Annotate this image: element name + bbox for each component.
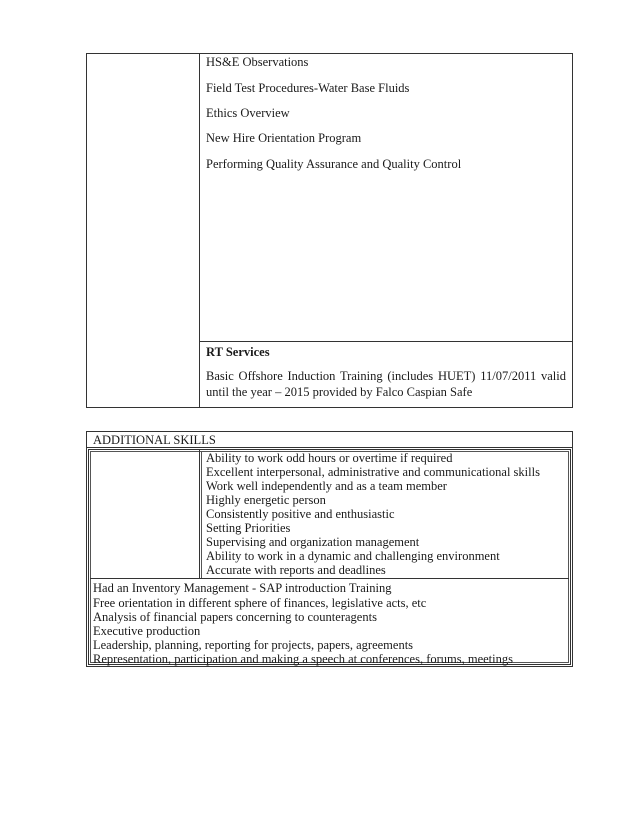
table-column-divider	[201, 451, 202, 579]
skill-item: Excellent interpersonal, administrative and communicational skills	[206, 465, 540, 479]
extra-skill-item: Free orientation in different sphere of finances, legislative acts, etc	[93, 596, 427, 610]
section-header: ADDITIONAL SKILLS	[93, 433, 216, 447]
skill-item: Ability to work in a dynamic and challenging environment	[206, 549, 500, 563]
course-item: Performing Quality Assurance and Quality Control	[206, 157, 462, 171]
skill-item: Accurate with reports and deadlines	[206, 563, 386, 577]
extra-skill-item: Executive production	[93, 624, 201, 638]
skill-item: Supervising and organization management	[206, 535, 420, 549]
provider-title: RT Services	[206, 345, 270, 359]
table-row-divider	[87, 447, 572, 448]
course-item: HS&E Observations	[206, 55, 309, 69]
table-column-divider	[199, 449, 200, 579]
extra-skill-item: Analysis of financial papers concerning to counteragents	[93, 610, 377, 624]
extra-skill-item: Representation, participation and making a speech at conferences, forums, meetings	[93, 652, 513, 666]
course-item: New Hire Orientation Program	[206, 131, 362, 145]
table-row-divider	[199, 341, 573, 342]
training-table	[86, 53, 573, 408]
table-column-divider	[199, 53, 200, 408]
skill-item: Setting Priorities	[206, 521, 291, 535]
extra-skill-item: Had an Inventory Management - SAP introduction Training	[93, 581, 392, 595]
course-item: Field Test Procedures-Water Base Fluids	[206, 81, 410, 95]
course-item: Ethics Overview	[206, 106, 290, 120]
skill-item: Work well independently and as a team member	[206, 479, 447, 493]
skill-item: Highly energetic person	[206, 493, 326, 507]
table-row-divider	[90, 578, 569, 579]
skill-item: Ability to work odd hours or overtime if required	[206, 451, 453, 465]
extra-skill-item: Leadership, planning, reporting for projects, papers, agreements	[93, 638, 414, 652]
provider-course: Basic Offshore Induction Training (includes HUET) 11/07/2011 valid until the year – 2015 provided by Falco Caspian Safe	[206, 369, 566, 399]
skill-item: Consistently positive and enthusiastic	[206, 507, 395, 521]
